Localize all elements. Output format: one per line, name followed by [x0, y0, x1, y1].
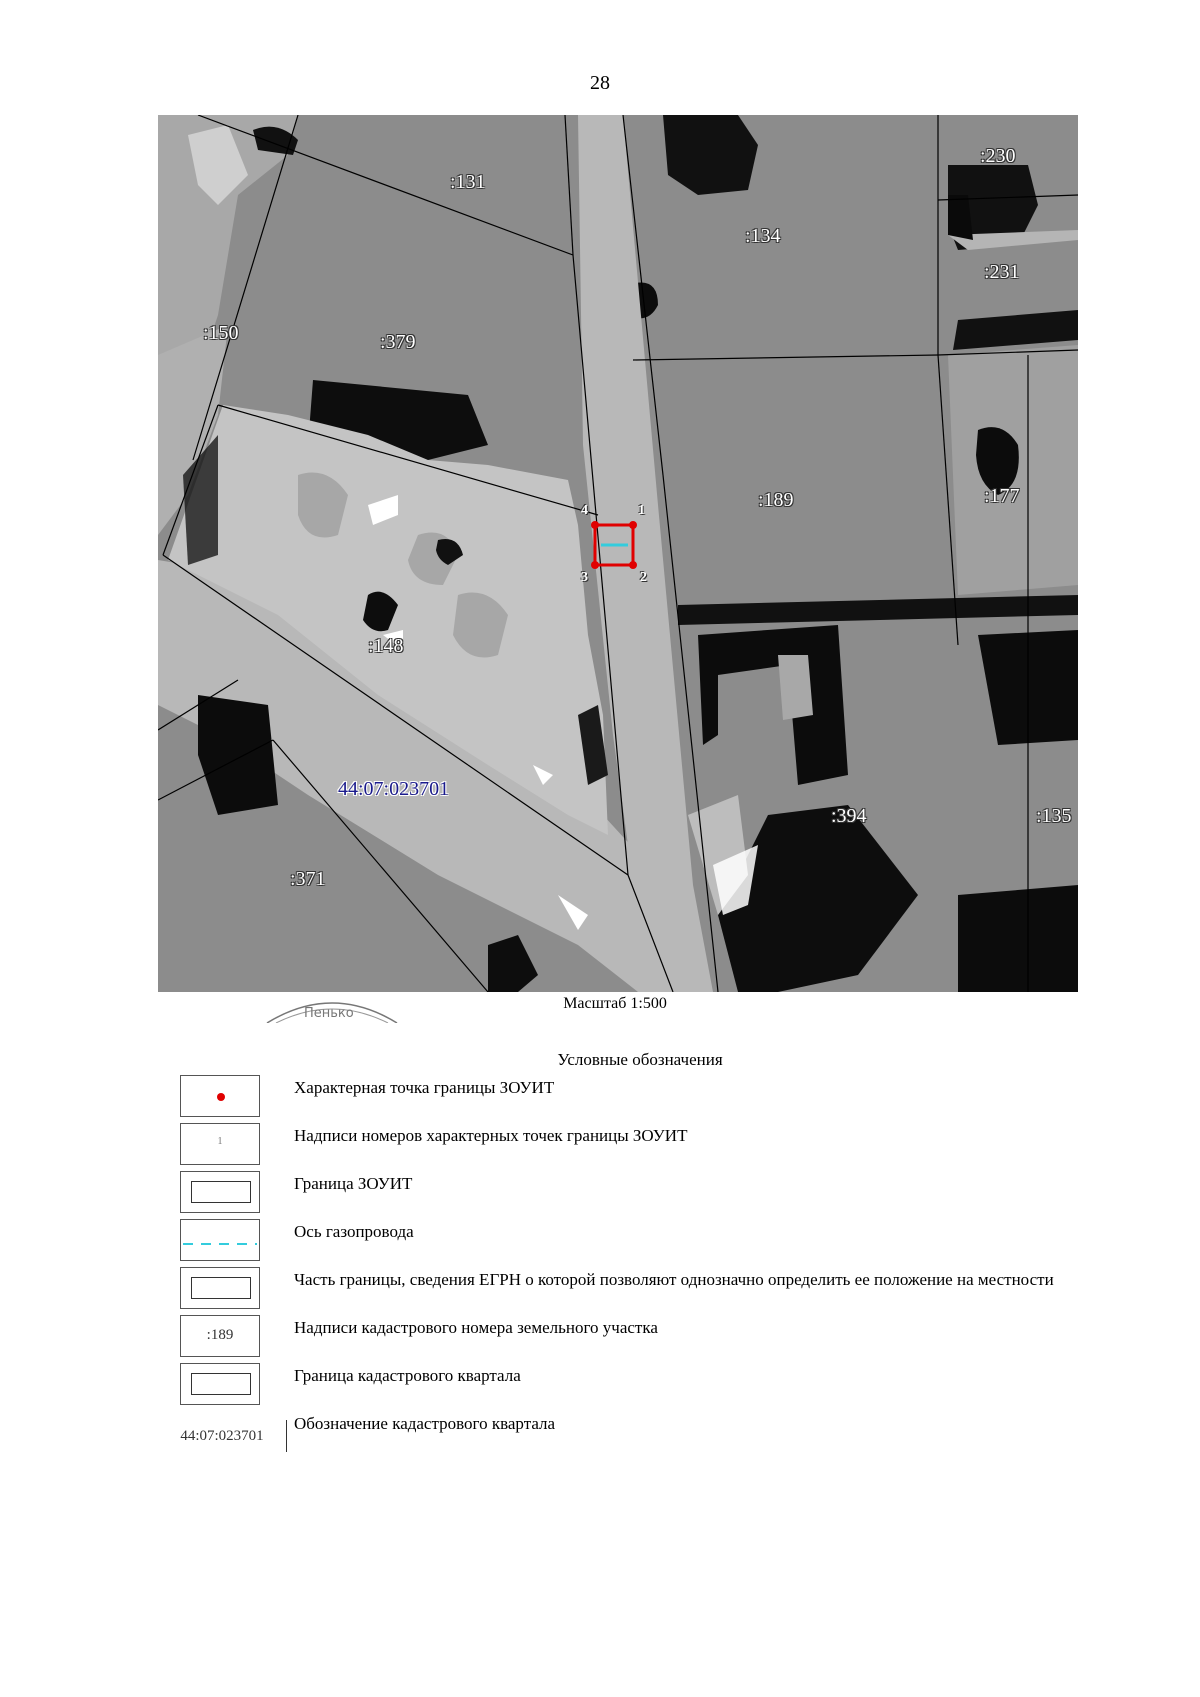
point-number-sample: 1	[217, 1136, 223, 1147]
parcel-label-230: :230	[980, 145, 1016, 167]
legend-symbol-quarter-code: 44:07:023701	[158, 1420, 287, 1452]
parcel-label-134: :134	[745, 225, 781, 247]
legend-text-zouit-border: Граница ЗОУИТ	[294, 1174, 413, 1193]
legend-symbol-quarter-border	[180, 1363, 260, 1405]
parcel-label-148: :148	[368, 635, 404, 657]
legend-symbol-parcel-number	[180, 1315, 260, 1357]
parcel-label-379: :379	[380, 331, 416, 353]
parcel-label-231: :231	[984, 261, 1020, 283]
parcel-label-394: :394	[831, 805, 867, 827]
zouit-point-2	[629, 561, 637, 569]
rect-icon	[191, 1277, 251, 1299]
zouit-point-1	[629, 521, 637, 529]
map-scale: Масштаб 1:500	[563, 995, 667, 1012]
point-number-1: 1	[638, 503, 645, 518]
legend-symbol-red-point	[180, 1075, 260, 1117]
legend-text-quarter-code: Обозначение кадастрового квартала	[294, 1414, 556, 1433]
legend-symbol-gas-axis	[180, 1219, 260, 1261]
parcel-label-371: :371	[290, 868, 326, 890]
rect-icon	[191, 1373, 251, 1395]
legend-text-point: Характерная точка границы ЗОУИТ	[294, 1078, 555, 1097]
legend-text-gas-axis: Ось газопровода	[294, 1222, 414, 1241]
cadastral-quarter-label: 44:07:023701	[338, 778, 450, 800]
legend-title: Условные обозначения	[557, 1050, 723, 1069]
cadastral-map[interactable]	[158, 115, 1078, 992]
legend-symbol-egrn-border	[180, 1267, 260, 1309]
zouit-point-3	[591, 561, 599, 569]
rect-icon	[191, 1181, 251, 1203]
point-number-2: 2	[640, 570, 647, 585]
legend-symbol-point-number	[180, 1123, 260, 1165]
legend-text-egrn-border: Часть границы, сведения ЕГРН о которой позволяют однозначно определить ее положение на местности	[294, 1270, 1054, 1289]
legend-text-point-number: Надписи номеров характерных точек границы ЗОУИТ	[294, 1126, 688, 1145]
point-number-4: 4	[581, 503, 588, 518]
legend-symbol-zouit-border	[180, 1171, 260, 1213]
legend-text-parcel-number: Надписи кадастрового номера земельного участка	[294, 1318, 658, 1337]
page-number: 28	[590, 72, 610, 94]
parcel-number-sample: :189	[206, 1327, 234, 1343]
legend-text-quarter-border: Граница кадастрового квартала	[294, 1366, 521, 1385]
parcel-label-150: :150	[203, 322, 239, 344]
dashed-line-icon	[181, 1220, 259, 1260]
stamp-text: Пенько	[304, 1006, 354, 1021]
point-number-3: 3	[581, 570, 588, 585]
red-point-icon	[217, 1093, 225, 1101]
parcel-label-131: :131	[450, 171, 486, 193]
parcel-label-189: :189	[758, 489, 794, 511]
map-graphics	[158, 115, 1078, 992]
parcel-label-135: :135	[1036, 805, 1072, 827]
parcel-label-177: :177	[984, 485, 1020, 507]
zouit-point-4	[591, 521, 599, 529]
